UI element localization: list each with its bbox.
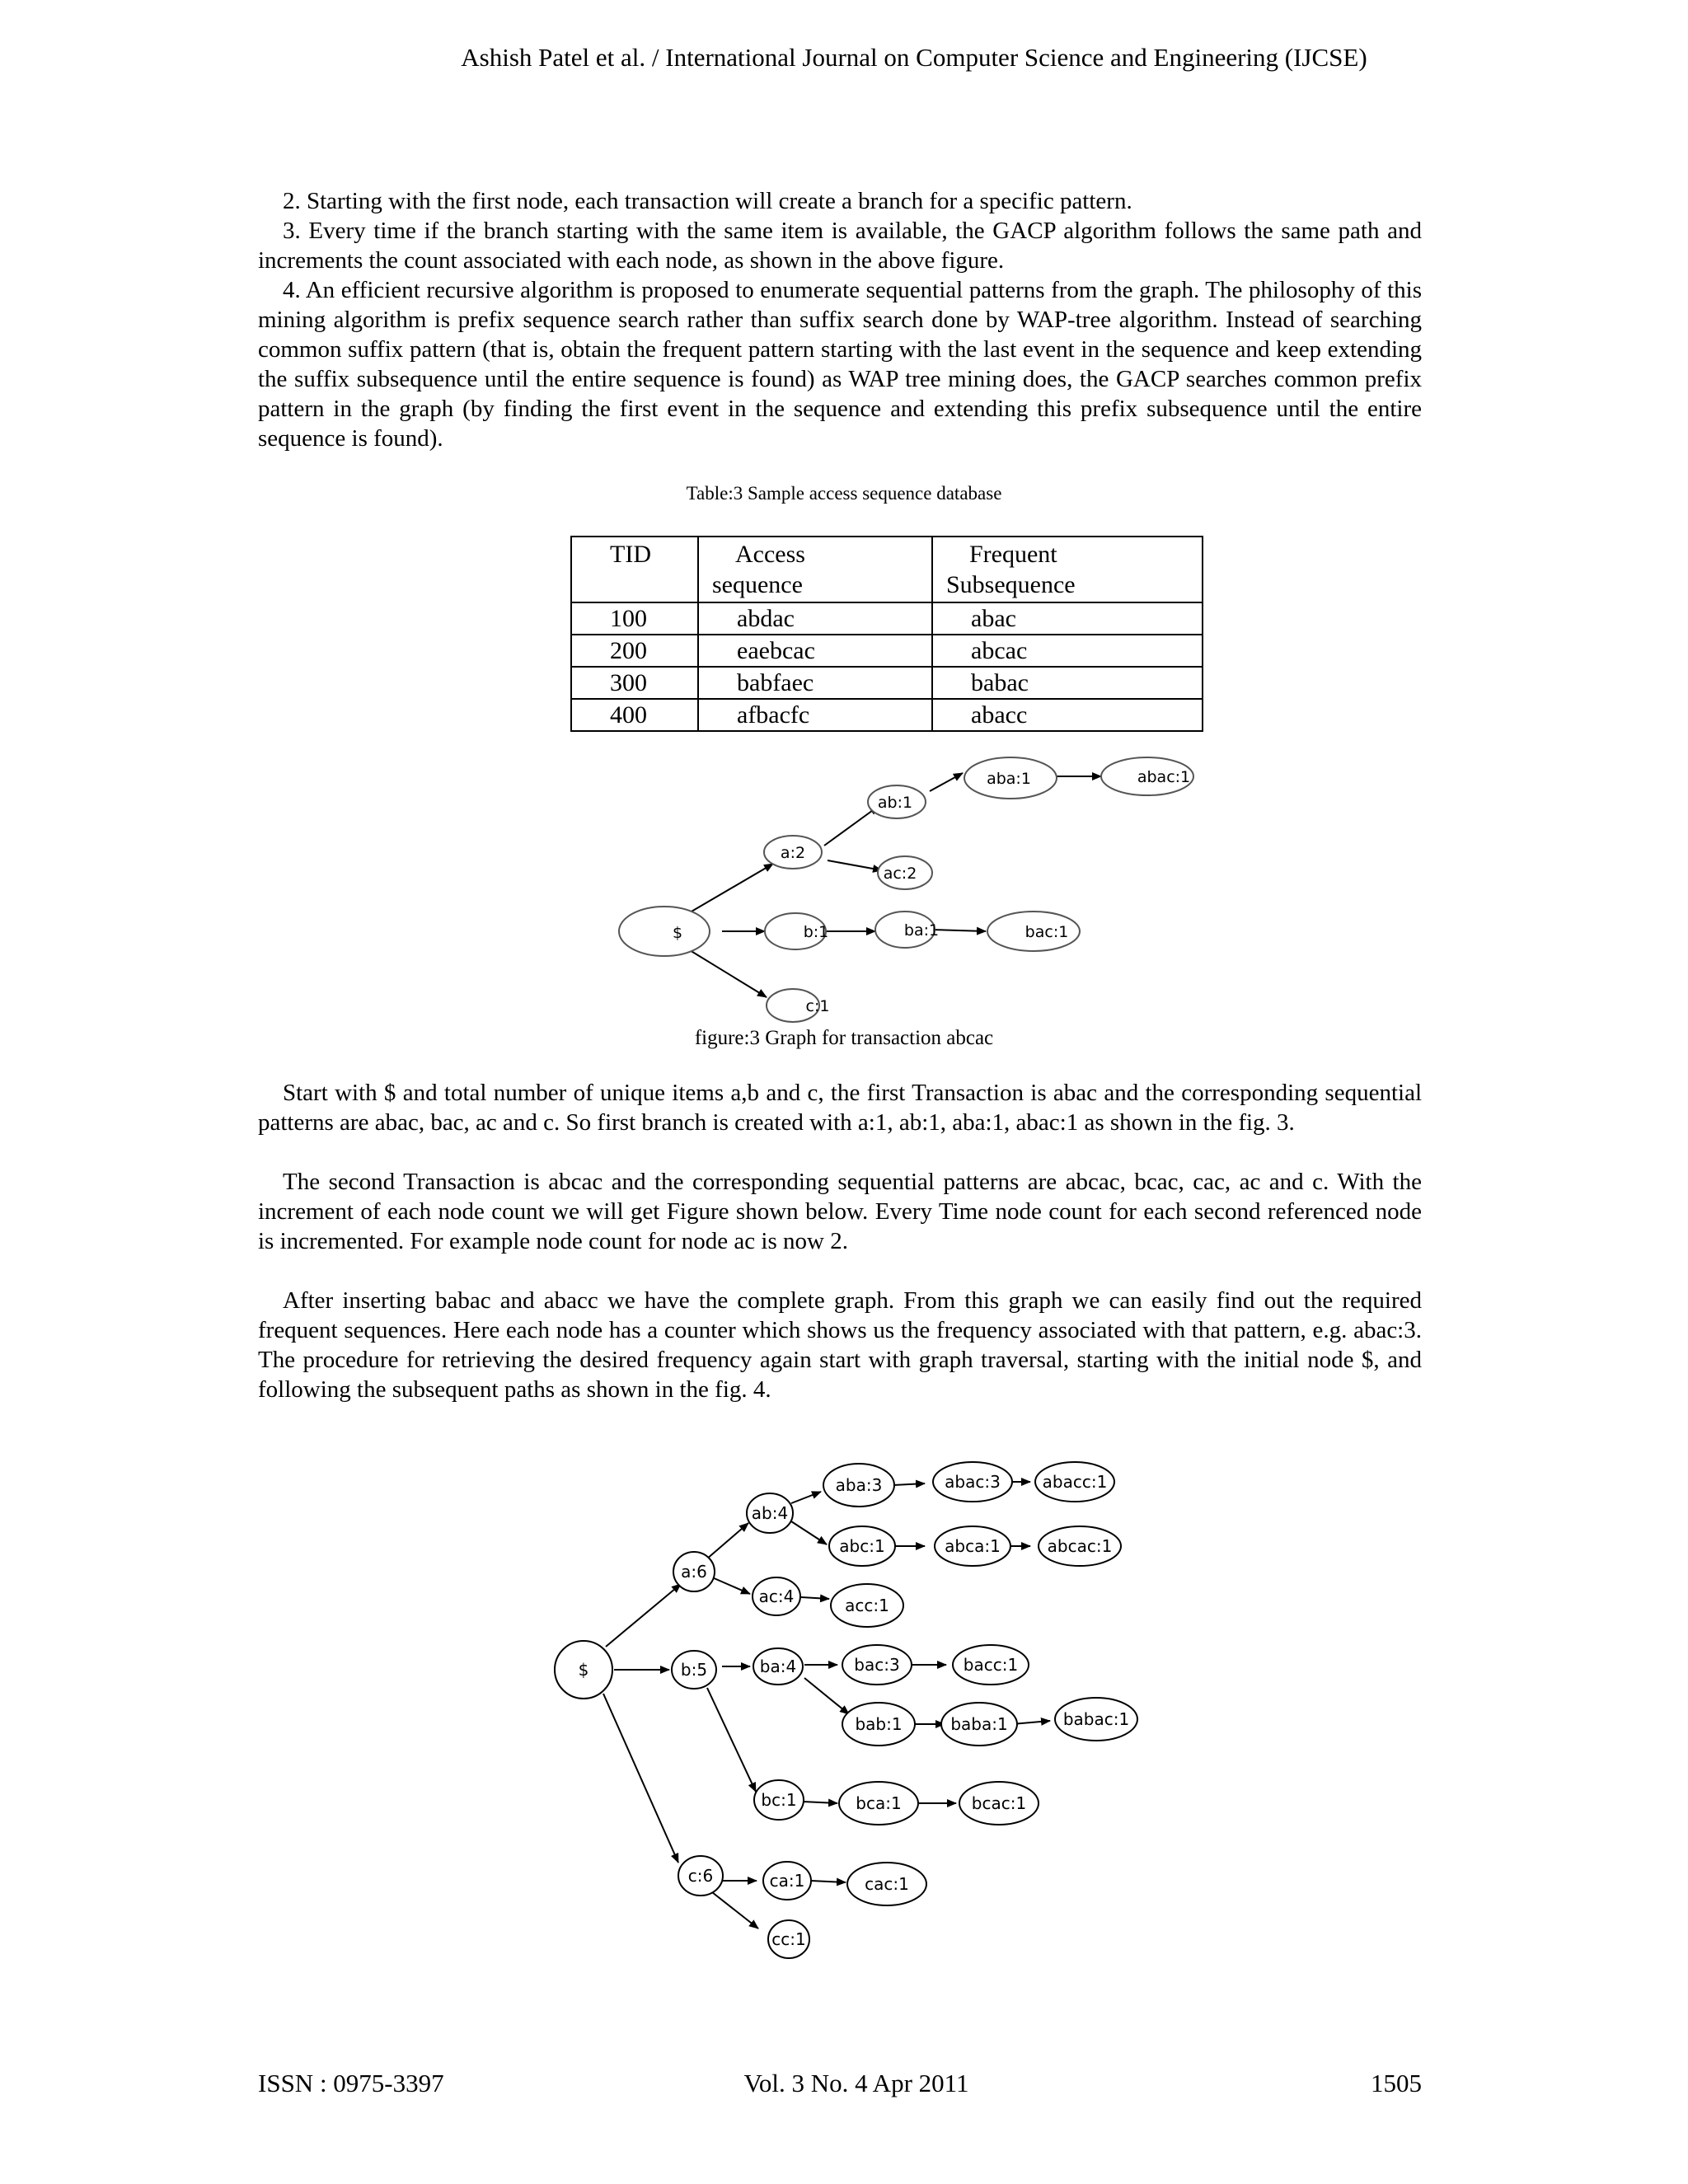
edge bbox=[706, 1523, 748, 1559]
node-label: bac:1 bbox=[1025, 923, 1069, 941]
node-label: c:6 bbox=[687, 1866, 714, 1886]
paragraph-complete-graph: After inserting babac and abacc we have the complete graph. From this graph we can easily find out the required frequent sequences. Here each node has a counter which shows us the frequency associated with that pattern, e.g. abac:3. The procedure for retrieving the desired frequency again start with graph traversal, starting with the initial node $, and following the subsequent paths as shown in the fig. 4. bbox=[258, 1287, 1422, 1403]
node-label: $ bbox=[672, 924, 683, 942]
header-frequent: Frequent bbox=[969, 541, 1057, 568]
edge bbox=[828, 860, 882, 870]
node-label: cc:1 bbox=[771, 1929, 806, 1949]
node-label: ab:1 bbox=[877, 794, 913, 812]
paragraph-step-4: 4. An efficient recursive algorithm is proposed to enumerate sequential patterns from the graph. The philosophy of this mining algorithm is prefix sequence search rather than suffix search done by WAP-tree algorithm. Instead of searching common suffix pattern (that is, obtain the frequent pattern starting with the last event in the sequence and keep extending the suffix subsequence until the entire sequence is found) as WAP tree mining does, the GACP searches common prefix pattern in the graph (by finding the first event in the sequence and extending this prefix subsequence until the entire sequence is found). bbox=[258, 277, 1422, 452]
cell-access: babfaec bbox=[698, 667, 932, 699]
node-label: ca:1 bbox=[769, 1871, 805, 1891]
middle-paragraphs bbox=[258, 1078, 1422, 1404]
cell-access: afbacfc bbox=[698, 699, 932, 731]
node-label: bab:1 bbox=[855, 1714, 903, 1734]
node-label: aba:3 bbox=[835, 1475, 883, 1495]
edge bbox=[686, 864, 773, 915]
node-label: bcac:1 bbox=[971, 1793, 1027, 1813]
node-label: c:1 bbox=[805, 997, 830, 1015]
header-access: Access bbox=[735, 541, 805, 568]
edge bbox=[930, 773, 963, 791]
node-label: babac:1 bbox=[1062, 1709, 1130, 1729]
paragraph-step-3: 3. Every time if the branch starting with the same item is available, the GACP algorithm follows the same path and increments the count associated with each node, as shown in the above figure. bbox=[258, 218, 1422, 274]
node-label: bac:3 bbox=[854, 1655, 900, 1675]
node-label: abac:1 bbox=[1137, 768, 1191, 786]
node-label: bacc:1 bbox=[963, 1655, 1019, 1675]
header-tid: TID bbox=[571, 537, 698, 602]
cell-frequent: abac bbox=[932, 602, 1203, 635]
node-label: ac:2 bbox=[883, 865, 917, 883]
figure-4-graph bbox=[0, 1451, 1688, 1978]
node-label: ba:1 bbox=[903, 921, 940, 940]
running-header: Ashish Patel et al. / International Journal on Computer Science and Engineering (IJCSE) bbox=[461, 43, 1367, 72]
footer-page-number: 1505 bbox=[1371, 2069, 1422, 2097]
node-label: $ bbox=[578, 1660, 589, 1680]
edge bbox=[931, 930, 986, 931]
cell-tid: 300 bbox=[571, 667, 698, 699]
node-label: ac:4 bbox=[758, 1586, 795, 1606]
node-root bbox=[619, 907, 710, 956]
edge bbox=[686, 948, 767, 997]
figure-3-graph bbox=[0, 0, 1688, 1071]
node-label: abac:3 bbox=[945, 1472, 1001, 1492]
edge bbox=[791, 1492, 821, 1503]
edge bbox=[707, 1688, 756, 1792]
paragraph-second-transaction: The second Transaction is abcac and the corresponding sequential patterns are abcac, bcac, cac, ac and c. With the increment of each node count we will get Figure shown below. Every Time node count for each second referenced node is incremented. For example node count for node ac is now 2. bbox=[258, 1169, 1422, 1254]
header-sequence: sequence bbox=[712, 571, 803, 598]
node-label: b:1 bbox=[803, 923, 829, 941]
node-label: a:6 bbox=[681, 1562, 707, 1582]
cell-tid: 200 bbox=[571, 635, 698, 667]
node-label: baba:1 bbox=[950, 1714, 1008, 1734]
edge bbox=[606, 1584, 681, 1647]
figure-3-caption: figure:3 Graph for transaction abcac bbox=[694, 1027, 994, 1049]
node-label: abacc:1 bbox=[1042, 1472, 1108, 1492]
cell-access: abdac bbox=[698, 602, 932, 635]
node-label: cac:1 bbox=[865, 1874, 909, 1894]
table-caption: Table:3 Sample access sequence database bbox=[686, 483, 1002, 504]
cell-tid: 400 bbox=[571, 699, 698, 731]
node-label: bca:1 bbox=[856, 1793, 902, 1813]
edge bbox=[893, 1483, 925, 1485]
edge bbox=[824, 806, 879, 846]
node-label: acc:1 bbox=[845, 1596, 889, 1615]
edge bbox=[811, 1881, 846, 1882]
node-label: b:5 bbox=[680, 1660, 708, 1680]
edge bbox=[791, 1521, 827, 1544]
paragraph-step-2: 2. Starting with the first node, each transaction will create a branch for a specific pattern. bbox=[283, 188, 1132, 214]
edge bbox=[603, 1694, 678, 1863]
node-label: abcac:1 bbox=[1047, 1536, 1113, 1556]
cell-access: eaebcac bbox=[698, 635, 932, 667]
paragraph-first-transaction: Start with $ and total number of unique items a,b and c, the first Transaction is abac and the corresponding sequential patterns are abac, bac, ac and c. So first branch is created with a:1, ab:1, aba:1, abac:1 as shown in the fig. 3. bbox=[258, 1080, 1422, 1136]
edge bbox=[712, 1892, 758, 1929]
header-subsequence: Subsequence bbox=[946, 571, 1076, 598]
footer-volume: Vol. 3 No. 4 Apr 2011 bbox=[743, 2069, 969, 2097]
node-label: bc:1 bbox=[761, 1790, 797, 1810]
footer-issn: ISSN : 0975-3397 bbox=[258, 2069, 444, 2097]
cell-frequent: babac bbox=[932, 667, 1203, 699]
node-label: aba:1 bbox=[987, 770, 1031, 788]
node-label: abc:1 bbox=[839, 1536, 885, 1556]
cell-frequent: abacc bbox=[932, 699, 1203, 731]
edge bbox=[712, 1577, 750, 1594]
node-label: abca:1 bbox=[945, 1536, 1001, 1556]
node-label: ab:4 bbox=[751, 1503, 789, 1523]
node-label: ba:4 bbox=[759, 1657, 797, 1676]
edge bbox=[803, 1802, 837, 1803]
edge bbox=[801, 1597, 829, 1599]
cell-frequent: abcac bbox=[932, 635, 1203, 667]
node-label: a:2 bbox=[780, 844, 806, 862]
edge bbox=[804, 1678, 849, 1714]
cell-tid: 100 bbox=[571, 602, 698, 635]
